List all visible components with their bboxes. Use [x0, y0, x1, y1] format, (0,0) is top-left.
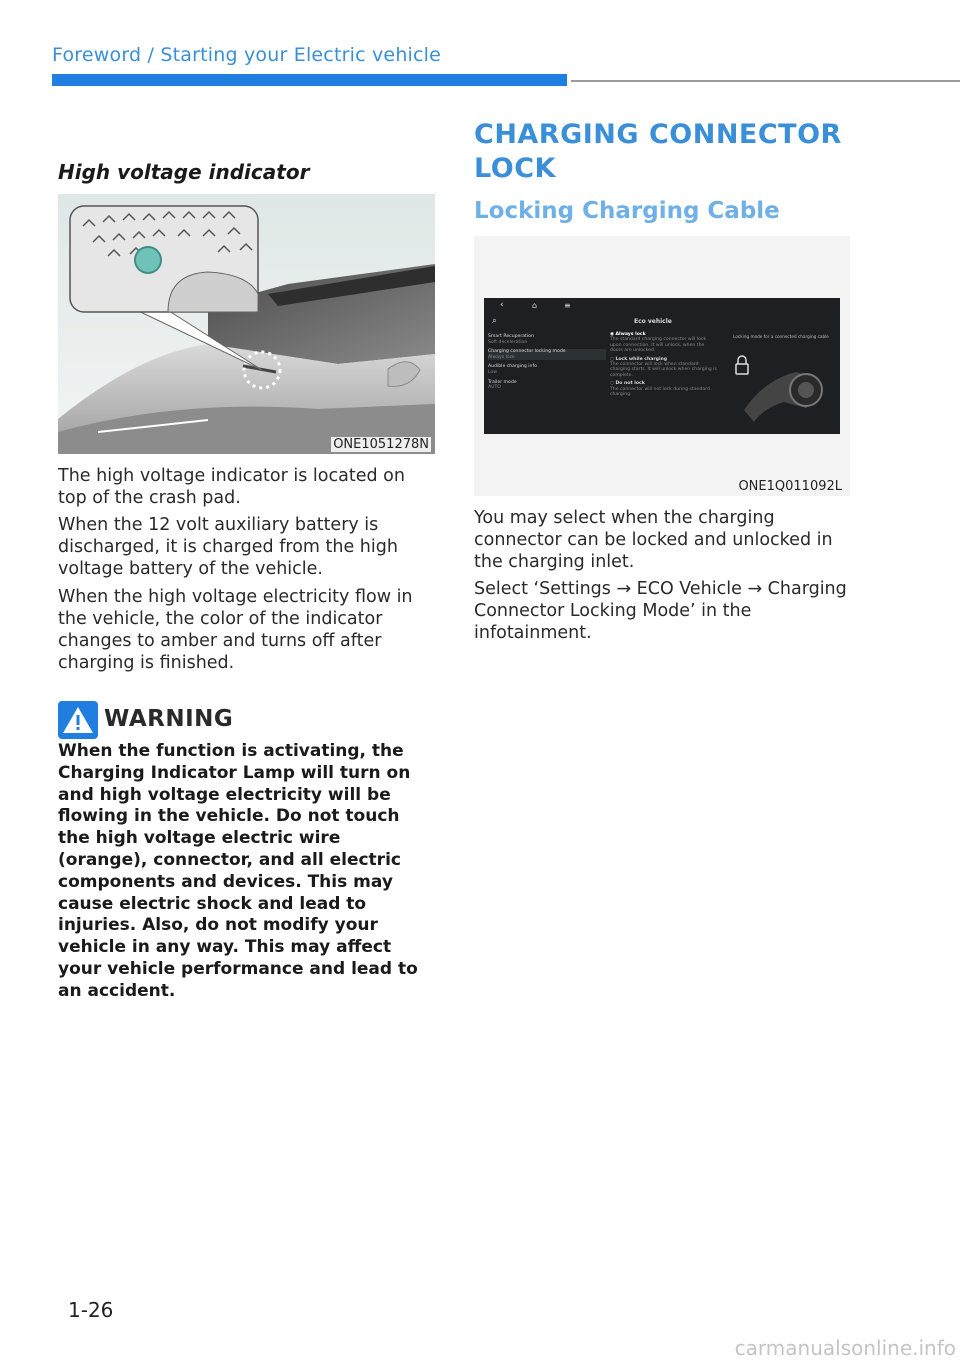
locking-cable-heading: Locking Charging Cable — [474, 198, 780, 224]
home-icon: ⌂ — [532, 301, 538, 310]
option-item: ◉ Always lock The standard charging connector will lock upon connection. It will unlock, when the doors are unlocked. — [610, 332, 707, 354]
header-rule-gray — [571, 80, 960, 82]
indicator-lamp-icon — [135, 247, 161, 273]
menu-item: Trailer mode AUTO — [488, 379, 517, 391]
option-item: ○ Lock while charging The connector will lock when standard charging starts. It will unlock when charging is complete. — [610, 356, 717, 378]
screen-title: Eco vehicle — [634, 318, 672, 325]
warning-title: WARNING — [104, 706, 234, 732]
high-voltage-heading: High voltage indicator — [58, 160, 310, 184]
paragraph-2: When the 12 volt auxiliary battery is discharged, it is charged from the high voltage battery of the vehicle. — [58, 515, 398, 579]
high-voltage-figure — [58, 194, 435, 454]
option-list — [610, 332, 718, 397]
section-title: CHARGING CONNECTOR LOCK — [474, 119, 842, 184]
warning-icon — [58, 701, 98, 739]
warning-text: When the function is activating, the Charging Indicator Lamp will turn on and high voltage electricity will be flowing in the vehicle. Do not touch the high voltage electric wire (orange), connector, and all electric components and devices. This may cause electric shock and lead to injuries. Also, do not modify your vehicle in any way. This may affect your vehicle performance and lead to an accident. — [58, 741, 418, 1001]
header-rule-blue — [52, 74, 567, 86]
watermark: carmanualsonline.info — [734, 1336, 956, 1360]
menu-item: Audible charging info Low — [488, 364, 537, 375]
paragraph-1: The high voltage indicator is located on top of the crash pad. — [58, 466, 405, 508]
figure-code-left: ONE1051278N — [333, 437, 429, 452]
car-hood-illustration — [58, 194, 435, 454]
paragraph-3: When the high voltage electricity flow in the vehicle, the color of the indicator changes to amber and turns off after charging is finished. — [58, 587, 413, 673]
preview-panel — [724, 334, 838, 432]
menu-icon: ≡ — [564, 301, 571, 310]
infotainment-figure — [474, 236, 850, 496]
menu-item: Charging connector locking mode Always lock — [488, 349, 606, 360]
menu-item: Smart Recuperation Soft deceleration — [488, 334, 534, 345]
charging-plug-illustration — [724, 350, 838, 430]
panel-caption: Locking mode for a connected charging cable — [733, 334, 829, 339]
back-icon: ‹ — [500, 300, 504, 310]
infotainment-screen — [484, 298, 840, 434]
paragraph-4: You may select when the charging connector can be locked and unlocked in the charging inlet. — [474, 508, 833, 572]
paragraph-5: Select ‘Settings → ECO Vehicle → Charging Connector Locking Mode’ in the infotainment. — [474, 579, 847, 643]
figure-code-right: ONE1Q011092L — [738, 479, 842, 494]
menu-list — [488, 334, 606, 391]
search-icon: ⌕ — [492, 316, 498, 326]
option-item: ○ Do not lock The connector will not lock during standard charging. — [610, 381, 710, 398]
header-title: Foreword / Starting your Electric vehicle — [52, 44, 442, 66]
page-number: 1-26 — [68, 1298, 114, 1322]
